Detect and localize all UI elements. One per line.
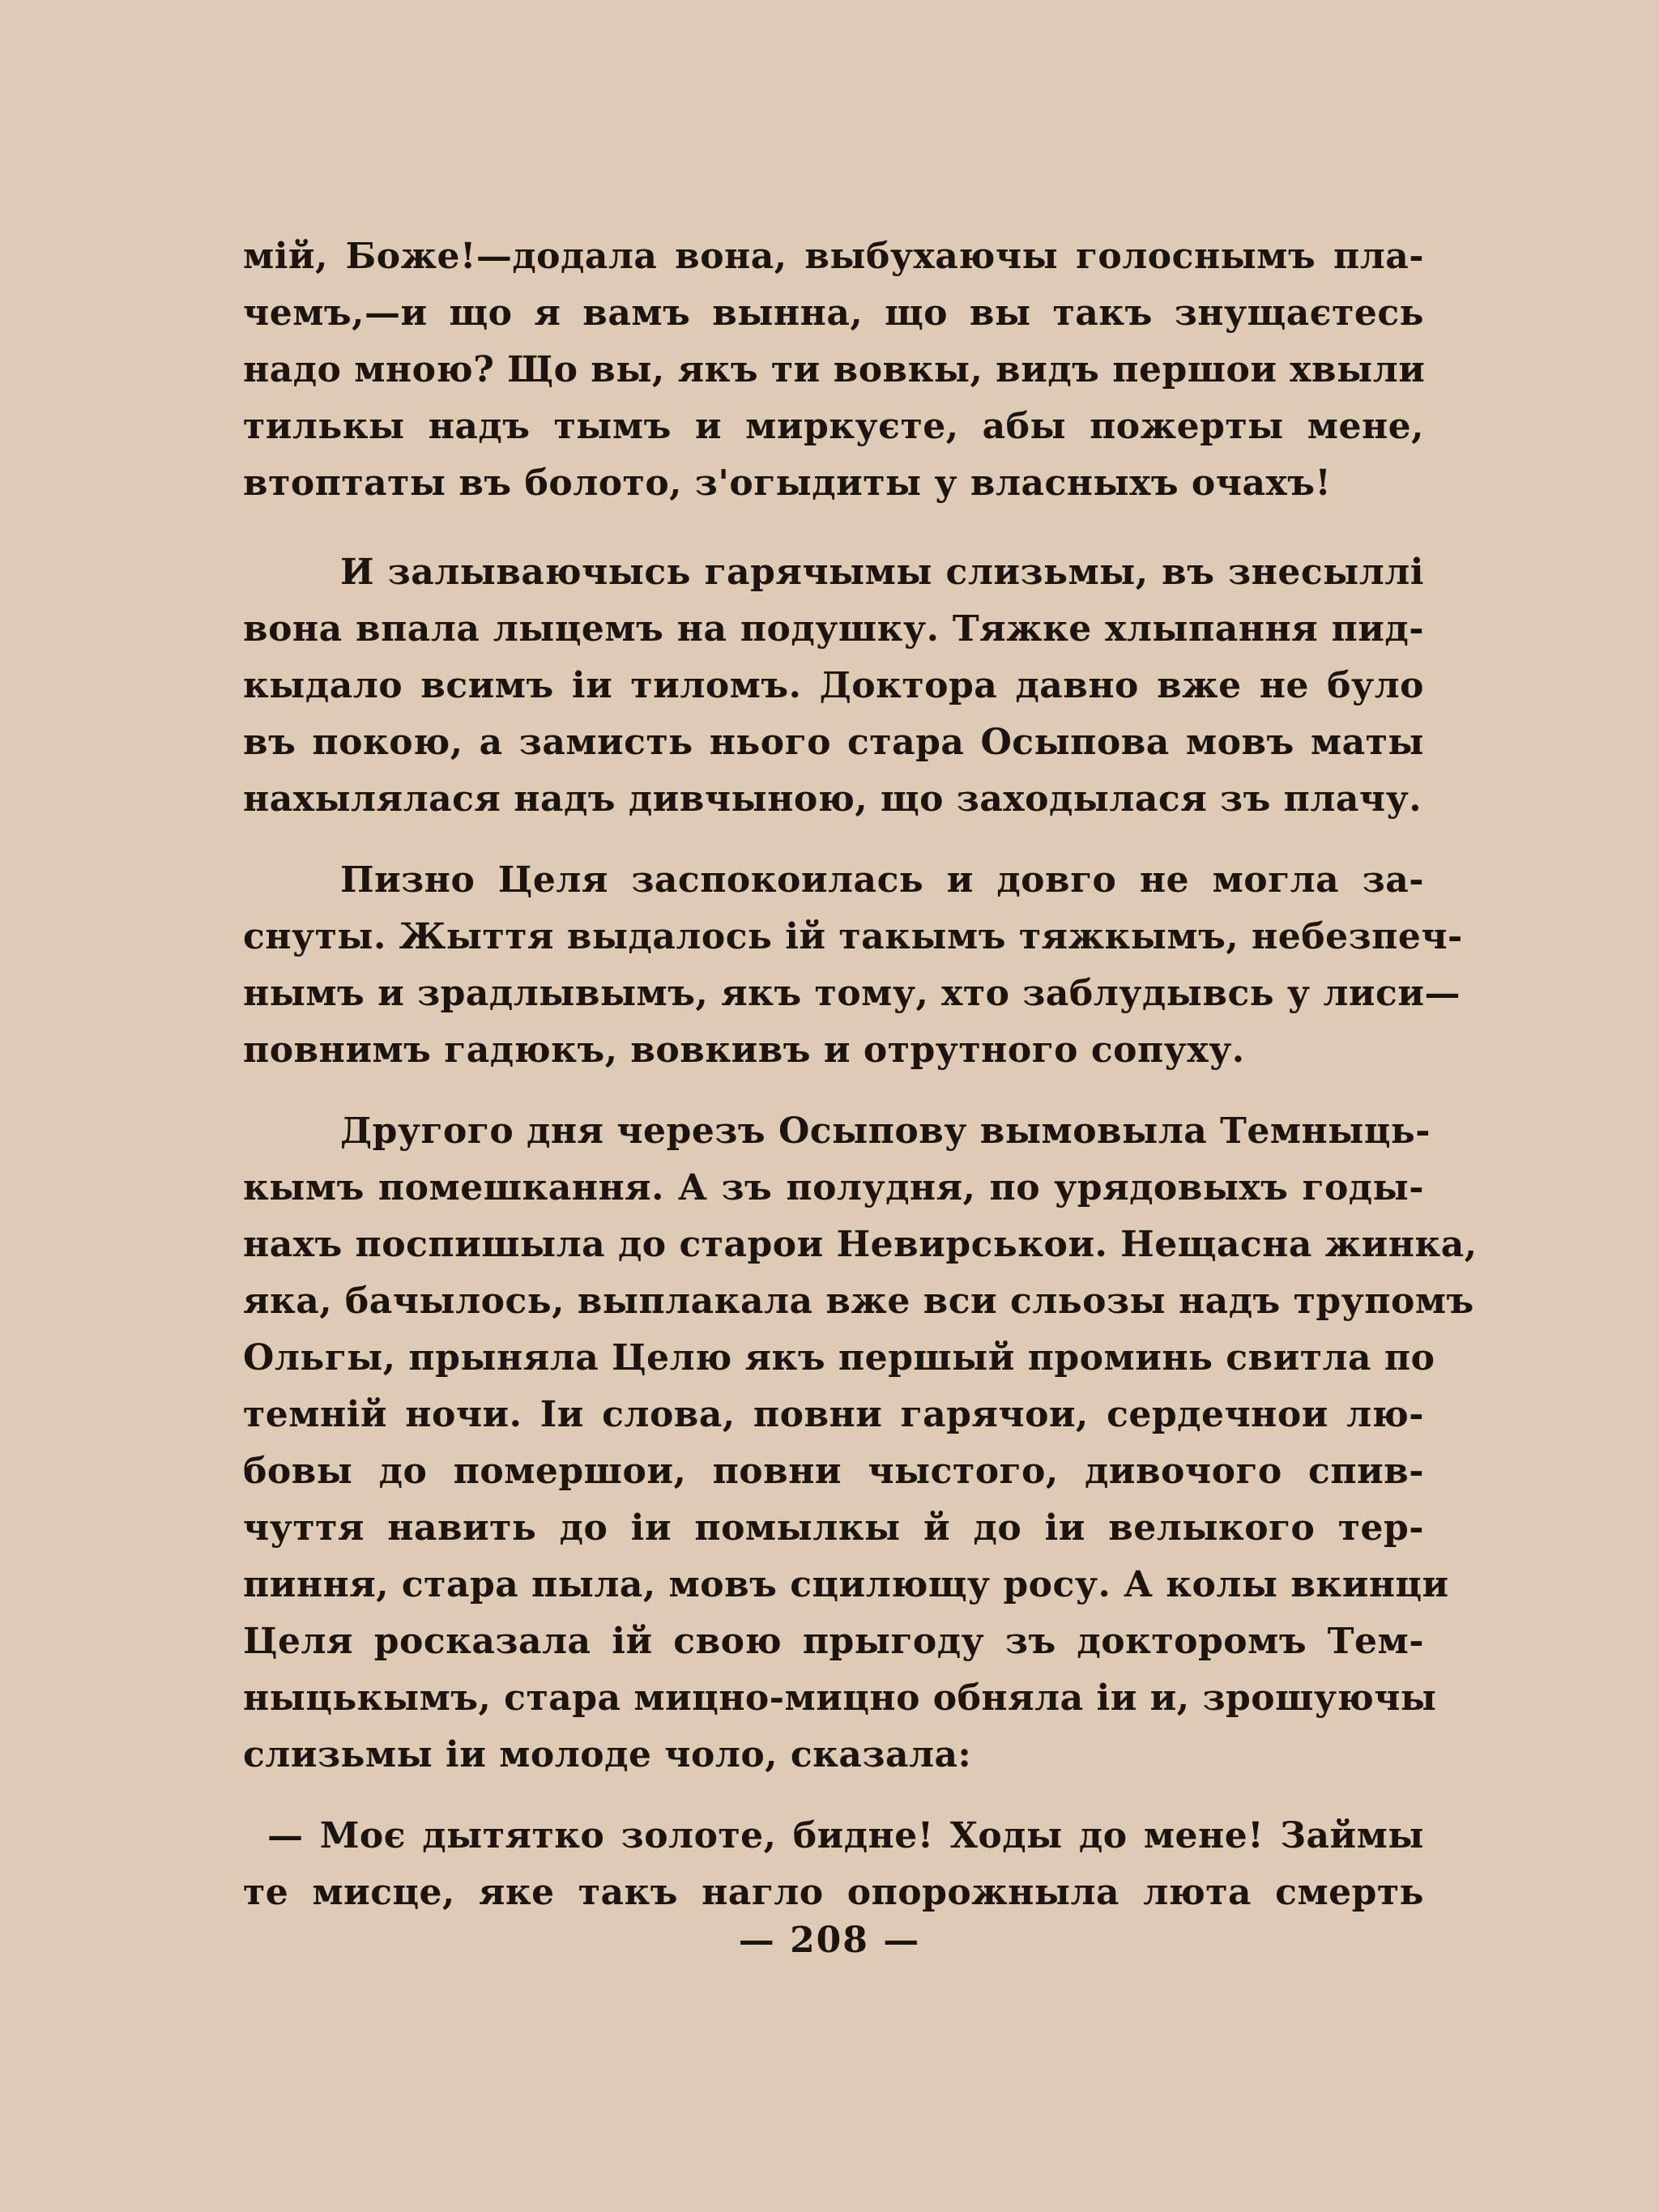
paragraph-spacer [243, 512, 1424, 544]
text-line: — Моє дытятко золоте, бидне! Ходы до мене! Займы [267, 1815, 1424, 1856]
text-line: слизьмы іи молоде чоло, сказала: [243, 1734, 972, 1775]
text-line: нахылялася надъ дивчыною, що заходылася зъ плачу. [243, 778, 1422, 820]
paragraph-2 [243, 544, 1424, 828]
text-line: нахъ поспишыла до старои Невирськои. Нещасна жинка, [243, 1224, 1478, 1265]
paragraph-spacer [243, 828, 1424, 852]
text-line: въ покою, а замисть нього стара Осыпова мовъ маты [243, 722, 1424, 763]
text-line: втоптаты въ болото, з'огыдиты у власныхъ очахъ! [243, 462, 1332, 504]
text-line: мій, Боже!—додала вона, выбухаючы голоснымъ пла- [243, 236, 1424, 277]
text-line: нымъ и зрадлывымъ, якъ тому, хто заблудывсь у лиси— [243, 973, 1461, 1014]
text-line: тилькы надъ тымъ и миркуєте, абы пожерты мене, [243, 406, 1424, 447]
text-line: чуття навить до іи помылкы й до іи велыкого тер- [243, 1507, 1424, 1549]
text-line: пиння, стара пыла, мовъ сцилющу росу. А колы вкинци [243, 1564, 1449, 1605]
text-line: чемъ,—и що я вамъ вынна, що вы такъ знущаєтесь [243, 292, 1424, 334]
text-line: темній ночи. Іи слова, повни гарячои, сердечнои лю- [243, 1394, 1424, 1435]
text-line: Пизно Целя заспокоилась и довго не могла за- [340, 859, 1424, 901]
paragraph-spacer [243, 1079, 1424, 1103]
paragraph-3 [243, 852, 1463, 1079]
paragraph-4 [243, 1103, 1478, 1784]
text-line: Целя росказала ій свою прыгоду зъ докторомъ Тем- [243, 1621, 1424, 1662]
page-number: — 208 — [738, 1920, 921, 1961]
paragraph-spacer [243, 1784, 1424, 1808]
text-line: повнимъ гадюкъ, вовкивъ и отрутного сопуху. [243, 1029, 1245, 1071]
text-line: И залываючысь гарячымы слизьмы, въ знесыллi [340, 552, 1424, 593]
page-text [243, 228, 1478, 1921]
paragraph-1 [243, 228, 1424, 512]
paragraph-5 [243, 1808, 1424, 1921]
text-line: вона впала лыцемъ на подушку. Тяжке хлыпання пид- [243, 608, 1424, 650]
text-line: Ольгы, прыняла Целю якъ першый проминь свитла по [243, 1337, 1435, 1379]
text-line: Другого дня черезъ Осыпову вымовыла Темныць- [340, 1110, 1431, 1152]
text-line: кыдало всимъ іи тиломъ. Доктора давно вже не було [243, 665, 1424, 706]
text-line: те мисце, яке такъ нагло опорожныла люта смерть [243, 1872, 1424, 1913]
text-line: бовы до помершои, повни чыстого, дивочого спив- [243, 1451, 1424, 1492]
text-line: надо мною? Що вы, якъ ти вовкы, видъ першои хвыли [243, 349, 1426, 390]
text-line: кымъ помешкання. А зъ полудня, по урядовыхъ годы- [243, 1167, 1424, 1208]
text-line: ныцькымъ, стара мицно-мицно обняла іи и, зрошуючы [243, 1677, 1437, 1719]
text-line: яка, бачылось, выплакала вже вси сльозы надъ трупомъ [243, 1281, 1474, 1322]
text-line: снуты. Жыття выдалось ій такымъ тяжкымъ, небезпеч- [243, 916, 1463, 957]
